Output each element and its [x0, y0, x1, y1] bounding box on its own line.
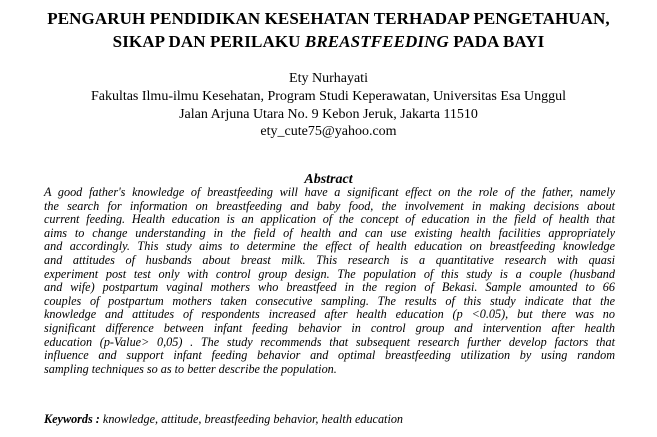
abstract-line: influence and support infant feeding behavior and optimal breastfeeding utilization by using random: [44, 348, 615, 363]
author-name: Ety Nurhayati: [289, 71, 368, 86]
paper-title-line-2: [0, 31, 657, 52]
abstract-line: the search for information on breastfeeding and baby food, the involvement in making decisions about: [44, 198, 615, 213]
title-prefix: SIKAP DAN PERILAKU: [112, 32, 305, 51]
abstract-line: and accordingly. This study aims to determine the effect of health education on breastfeeding knowledge: [44, 239, 615, 254]
keywords-text: knowledge, attitude, breastfeeding behavior, health education: [99, 412, 404, 426]
author-affiliation: Fakultas Ilmu-ilmu Kesehatan, Program Studi Keperawatan, Universitas Esa Unggul: [90, 89, 567, 104]
paper-title-line-1: PENGARUH PENDIDIKAN KESEHATAN TERHADAP PENGETAHUAN,: [47, 9, 610, 28]
abstract-line: knowledge and attitudes of respondents increased after health education (p <0.05), but there was no: [44, 307, 615, 322]
abstract-line: and wife) postpartum vaginal mothers who breastfeed in the region of Bekasi. Sample amounted to 66: [44, 280, 615, 295]
abstract-heading: Abstract: [304, 172, 353, 187]
title-emphasis: BREASTFEEDING: [304, 32, 449, 51]
keywords: [44, 412, 403, 427]
abstract-line: current feeding. Health education is an application of the concept of education in the field of health that: [44, 212, 615, 227]
keywords-label: Keywords :: [44, 412, 100, 426]
abstract-line: experiment post test only with control group design. The population of this study is a couple (husband: [44, 266, 615, 281]
abstract-body: [44, 186, 615, 376]
abstract-line: significant difference between infant feeding behavior in control group and intervention after health: [44, 320, 615, 335]
abstract-line: A good father's knowledge of breastfeeding will have a significant effect on the role of the father, namely: [44, 185, 615, 199]
title-suffix: PADA BAYI: [448, 32, 545, 51]
abstract-line: couples of postpartum mothers taken consecutive sampling. The results of this study indicate that the: [44, 293, 615, 308]
author-address: Jalan Arjuna Utara No. 9 Kebon Jeruk, Jakarta 11510: [179, 107, 478, 122]
abstract-line: aims to change understanding in the field of health and can use existing health facilities appropriately: [44, 225, 615, 240]
abstract-line: and attitudes of husbands about breast milk. This research is a quantitative research with quasi: [44, 252, 615, 267]
abstract-line: sampling techniques so as to better describe the population.: [44, 361, 337, 376]
abstract-line: education (p-Value> 0,05) . The study recommends that subsequent research further develop factors that: [44, 334, 615, 349]
author-email: ety_cute75@yahoo.com: [260, 124, 397, 139]
